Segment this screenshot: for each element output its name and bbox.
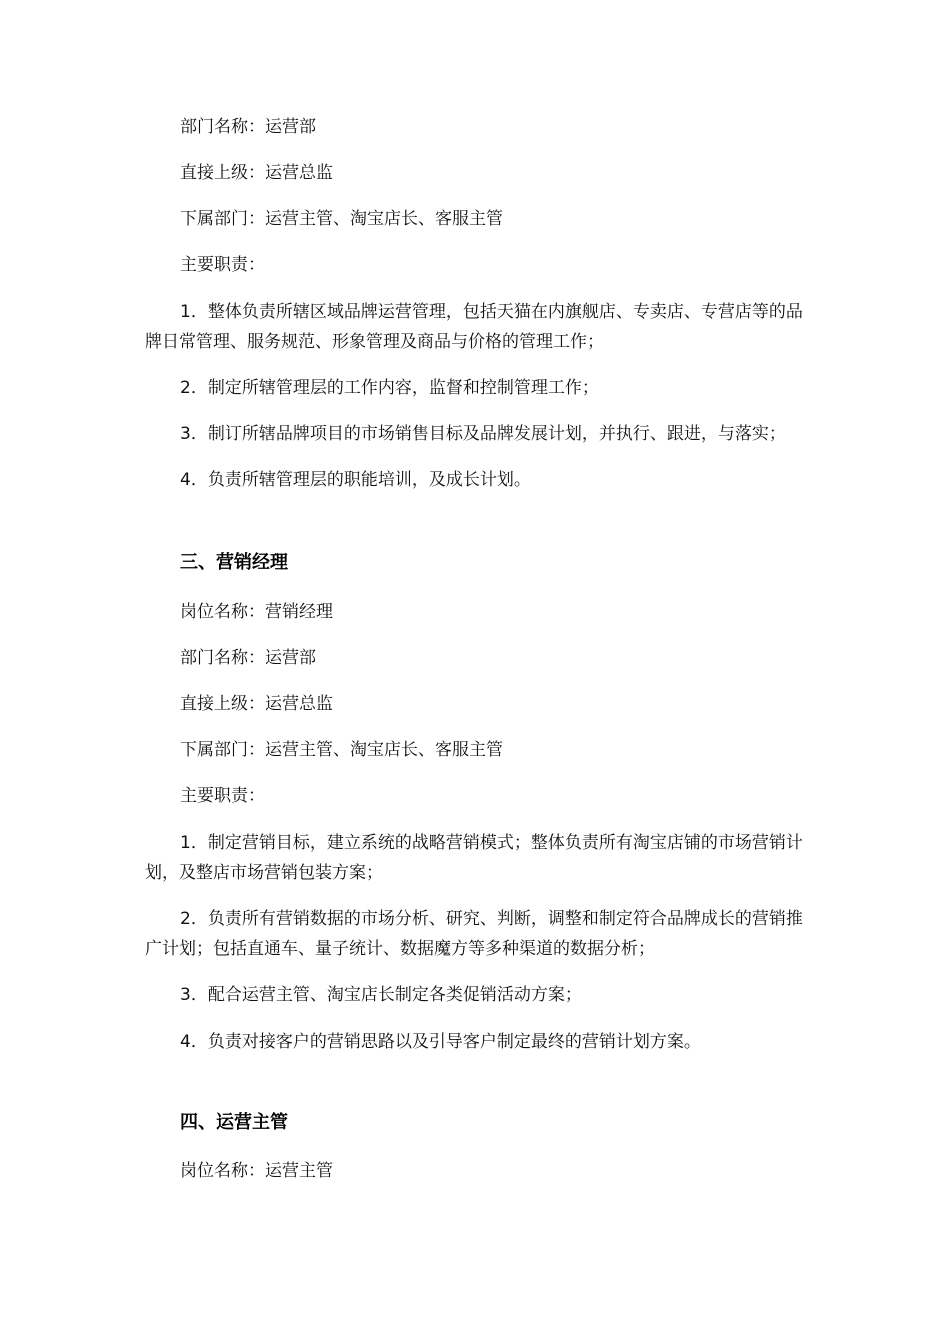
position-line: 岗位名称：营销经理 <box>180 602 333 622</box>
subordinates-line: 下属部门：运营主管、淘宝店长、客服主管 <box>180 209 503 229</box>
superior-line: 直接上级：运营总监 <box>180 163 333 183</box>
section-heading: 三、营销经理 <box>180 552 288 573</box>
duty-item: 4．负责对接客户的营销思路以及引导客户制定最终的营销计划方案。 <box>180 1032 701 1052</box>
duty-item: 3．配合运营主管、淘宝店长制定各类促销活动方案； <box>180 985 582 1005</box>
subordinates-line: 下属部门：运营主管、淘宝店长、客服主管 <box>180 740 503 760</box>
duty-item: 2．制定所辖管理层的工作内容，监督和控制管理工作； <box>180 378 599 398</box>
department-line: 部门名称：运营部 <box>180 648 316 668</box>
duty-item: 3．制订所辖品牌项目的市场销售目标及品牌发展计划，并执行、跟进，与落实； <box>180 424 786 444</box>
position-line: 岗位名称：运营主管 <box>180 1161 333 1181</box>
duty-item: 1．整体负责所辖区域品牌运营管理，包括天猫在内旗舰店、专卖店、专营店等的品牌日常管理、服务规范、形象管理及商品与价格的管理工作； <box>145 302 803 352</box>
duty-item: 2．负责所有营销数据的市场分析、研究、判断，调整和制定符合品牌成长的营销推广计划；包括直通车、量子统计、数据魔方等多种渠道的数据分析； <box>145 909 803 959</box>
department-line: 部门名称：运营部 <box>180 117 316 137</box>
section-heading: 四、运营主管 <box>180 1112 288 1133</box>
duty-item: 1．制定营销目标，建立系统的战略营销模式；整体负责所有淘宝店铺的市场营销计划，及整店市场营销包装方案； <box>145 833 803 883</box>
duties-label: 主要职责： <box>180 786 265 806</box>
duty-item: 4．负责所辖管理层的职能培训，及成长计划。 <box>180 470 531 490</box>
superior-line: 直接上级：运营总监 <box>180 694 333 714</box>
duties-label: 主要职责： <box>180 255 265 275</box>
